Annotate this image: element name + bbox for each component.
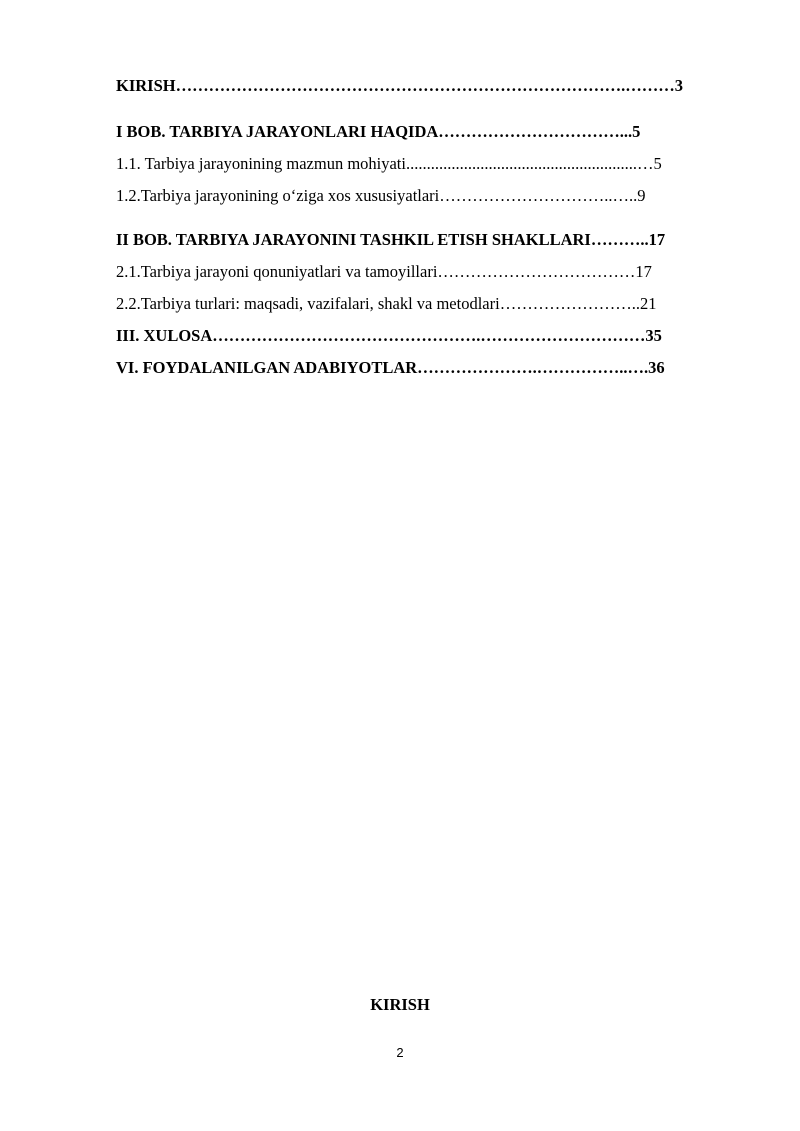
- toc-entry-chapter-2[interactable]: II BOB. TARBIYA JARAYONINI TASHKIL ETISH SHAKLLARI………..17: [116, 230, 666, 249]
- toc-entry-kirish[interactable]: KIRISH……………………………………………………………………….………3: [116, 76, 683, 95]
- section-heading: KIRISH: [370, 995, 430, 1014]
- toc-entry-1-2[interactable]: 1.2.Tarbiya jarayonining o‘ziga xos xususiyatlari…………………………..…..9: [116, 186, 646, 205]
- toc-entry-2-1[interactable]: 2.1.Tarbiya jarayoni qonuniyatlari va tamoyillari………………………………17: [116, 262, 652, 281]
- toc-entry-references[interactable]: VI. FOYDALANILGAN ADABIYOTLAR………………….……………..….36: [116, 358, 665, 377]
- page-number: 2: [396, 1045, 404, 1060]
- toc-entry-1-1[interactable]: 1.1. Tarbiya jarayonining mazmun mohiyati........................................................…5: [116, 154, 662, 173]
- toc-entry-xulosa[interactable]: III. XULOSA………………………………………….…………………………35: [116, 326, 662, 345]
- toc-entry-chapter-1[interactable]: I BOB. TARBIYA JARAYONLARI HAQIDA……………………………...5: [116, 122, 641, 141]
- toc-entry-2-2[interactable]: 2.2.Tarbiya turlari: maqsadi, vazifalari, shakl va metodlari……………………..21: [116, 294, 657, 313]
